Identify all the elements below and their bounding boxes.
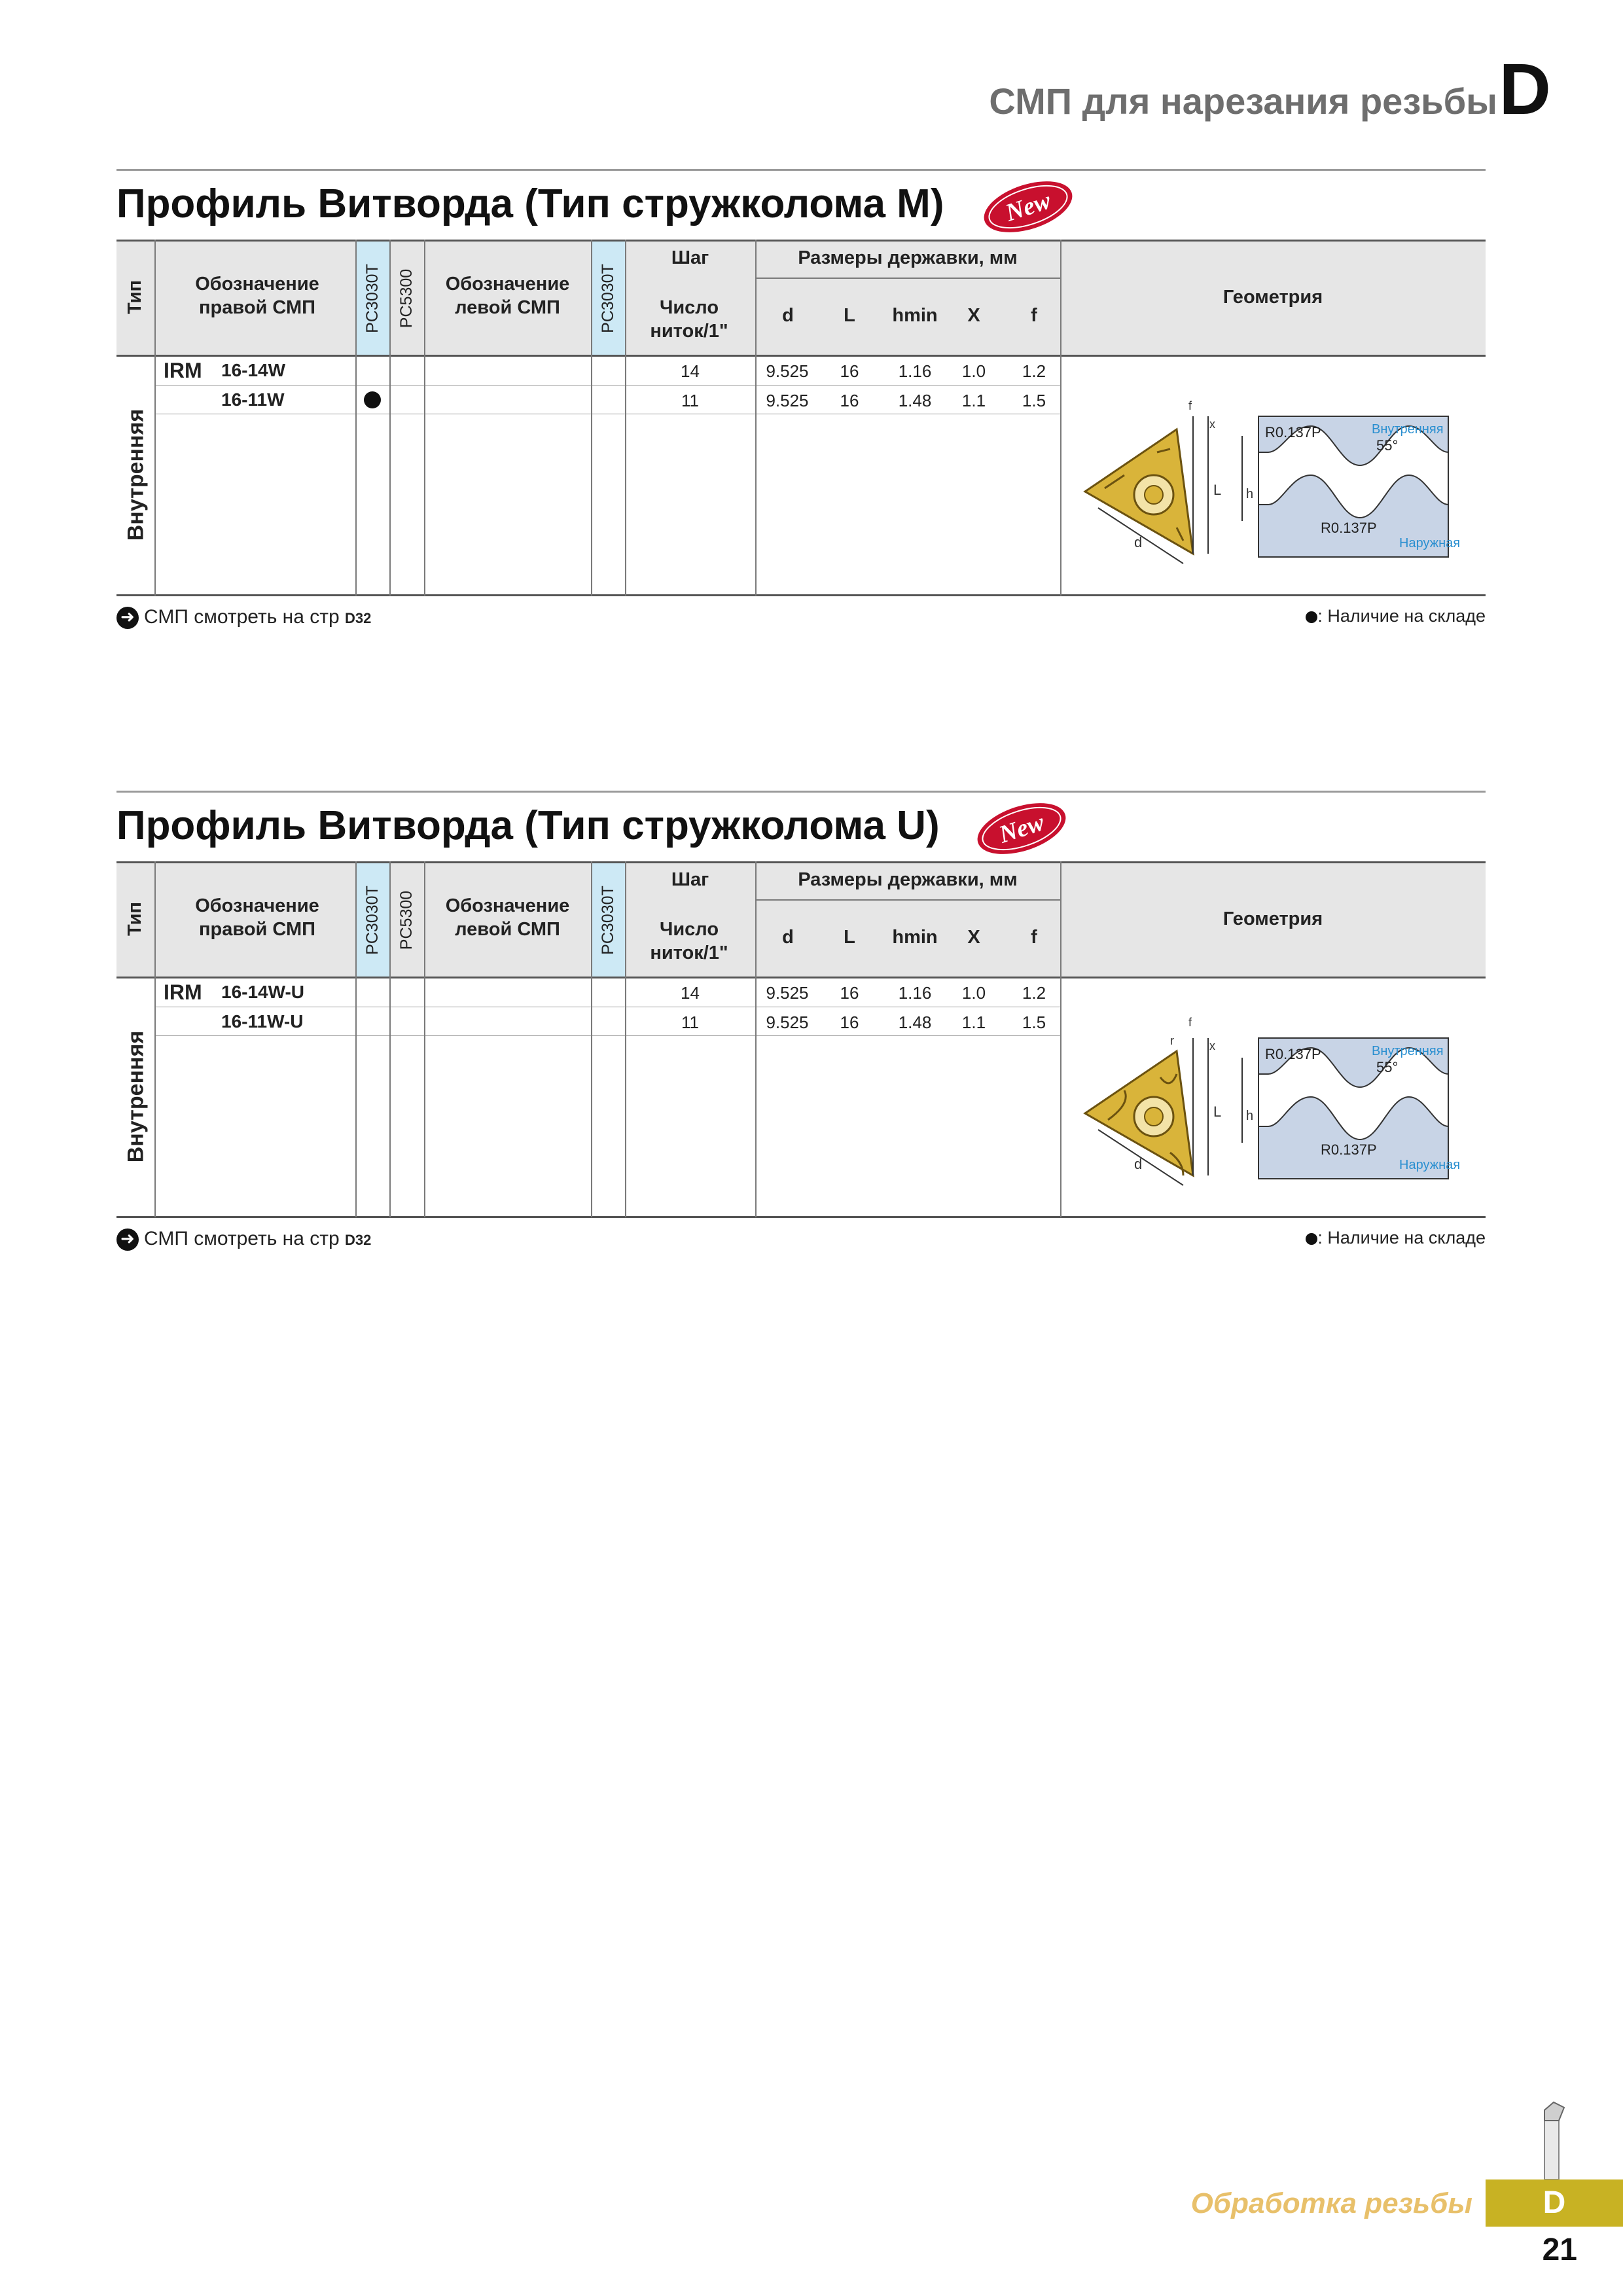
- col-rule: [355, 861, 357, 1217]
- col-rule: [154, 240, 156, 596]
- radius-bottom: R0.137P: [1321, 520, 1377, 536]
- row-d: 9.525: [766, 361, 809, 381]
- col-geometry: Геометрия: [1222, 908, 1323, 929]
- row-threads: 11: [681, 1013, 699, 1032]
- row-d: 9.525: [766, 983, 809, 1003]
- col-type: Тип: [124, 902, 145, 936]
- col-rule: [755, 240, 757, 596]
- row-f: 1.2: [1022, 983, 1046, 1003]
- col-rule: [355, 240, 357, 596]
- label-external: Наружная: [1399, 536, 1461, 550]
- row-rule: [154, 385, 1060, 386]
- label-angle: 55°: [1376, 437, 1399, 454]
- row-X: 1.1: [961, 391, 986, 410]
- dim-d: d: [1134, 1156, 1143, 1172]
- dim-x: x: [1209, 1039, 1215, 1052]
- col-right-designation: Обозначение правой СМП: [195, 274, 319, 318]
- radius-top: R0.137P: [1265, 1046, 1321, 1062]
- row-X: 1.0: [961, 983, 986, 1003]
- col-threads: Число ниток/1": [650, 919, 728, 963]
- dim-f: f: [1188, 399, 1192, 412]
- new-badge-text: New: [1002, 187, 1054, 227]
- dim-h: h: [1246, 487, 1254, 501]
- row-hmin: 1.48: [898, 1013, 932, 1032]
- new-badge: [979, 175, 1077, 238]
- table-bottom: [116, 594, 1486, 596]
- geometry-diagram: [1079, 390, 1471, 573]
- row-L: 16: [840, 361, 859, 381]
- col-right-designation: Обозначение правой СМП: [195, 895, 319, 940]
- stock-dot-legend: [1306, 611, 1317, 623]
- row-d: 9.525: [766, 1013, 809, 1032]
- label-external: Наружная: [1399, 1158, 1461, 1172]
- col-grade-pc5300: PC5300: [397, 890, 416, 950]
- row-f: 1.5: [1022, 1013, 1046, 1032]
- section-m: [116, 169, 1486, 666]
- footnote-ref: [116, 606, 371, 629]
- row-X: 1.1: [961, 1013, 986, 1032]
- page-number: 21: [1542, 2233, 1577, 2267]
- footnote-text: СМП смотреть на стр: [144, 1228, 340, 1249]
- col-grade-pc3030t-left: PC3030T: [599, 264, 617, 333]
- page-section-title: СМП для нарезания резьбы: [989, 81, 1497, 122]
- row-L: 16: [840, 1013, 859, 1032]
- arrow-right-icon: [116, 607, 139, 629]
- row-hmin: 1.16: [898, 361, 932, 381]
- dim-f: f: [1188, 1016, 1192, 1029]
- row-threads: 14: [681, 983, 700, 1003]
- col-rule: [389, 861, 391, 1217]
- col-rule: [755, 861, 757, 1217]
- col-rule: [154, 861, 156, 1217]
- new-badge: [972, 797, 1071, 860]
- footnote-page: D32: [345, 610, 372, 626]
- insert-drawing: [1085, 399, 1253, 564]
- col-grade-pc3030t-left: PC3030T: [599, 886, 617, 955]
- insert-table: [116, 861, 1486, 1217]
- row-threads: 11: [681, 391, 699, 410]
- type-label: Внутренняя: [123, 1030, 149, 1163]
- col-left-designation: Обозначение левой СМП: [445, 895, 570, 940]
- col-d: d: [782, 305, 794, 326]
- radius-top: R0.137P: [1265, 424, 1321, 440]
- row-code: 16-11W: [221, 389, 285, 410]
- type-label: Внутренняя: [123, 408, 149, 541]
- col-rule: [625, 861, 626, 1217]
- col-pitch: Шаг: [671, 869, 709, 890]
- dim-d: d: [1134, 534, 1143, 550]
- table-bottom: [116, 1216, 1486, 1218]
- col-rule: [591, 240, 592, 596]
- subheader-rule: [755, 278, 1060, 279]
- dim-r: r: [1170, 1034, 1174, 1047]
- arrow-right-icon: [116, 1229, 139, 1251]
- col-f: f: [1031, 305, 1037, 326]
- col-rule: [625, 240, 626, 596]
- section-title: Профиль Витворда (Тип стружколома M): [116, 181, 944, 226]
- dim-h: h: [1246, 1109, 1254, 1123]
- dim-L: L: [1213, 482, 1222, 498]
- col-grade-pc3030t: PC3030T: [363, 886, 382, 955]
- thread-profile-drawing: [1258, 416, 1460, 557]
- chapter-letter: D: [1499, 49, 1551, 130]
- row-code: 16-14W: [221, 360, 286, 380]
- stock-dot-legend: [1306, 1233, 1317, 1245]
- col-L: L: [844, 927, 855, 948]
- footnote-page: D32: [345, 1232, 372, 1248]
- subheader-rule: [755, 899, 1060, 901]
- col-pitch: Шаг: [671, 247, 709, 268]
- col-grade-pc5300: PC5300: [397, 268, 416, 329]
- boring-bar-icon: [1525, 2101, 1577, 2179]
- row-rule: [154, 1035, 1060, 1036]
- row-f: 1.2: [1022, 361, 1046, 381]
- row-hmin: 1.16: [898, 983, 932, 1003]
- col-holder: Размеры державки, мм: [798, 247, 1018, 268]
- prefix-irm: IRM: [164, 359, 202, 382]
- section-rule: [116, 791, 1486, 793]
- stock-dot: [364, 391, 381, 408]
- label-internal: Внутренняя: [1372, 1044, 1444, 1058]
- label-angle: 55°: [1376, 1059, 1399, 1075]
- row-hmin: 1.48: [898, 391, 932, 410]
- col-L: L: [844, 305, 855, 326]
- label-internal: Внутренняя: [1372, 422, 1444, 437]
- radius-bottom: R0.137P: [1321, 1141, 1377, 1158]
- legend-text: : Наличие на складе: [1317, 1228, 1486, 1247]
- col-grade-pc3030t: PC3030T: [363, 264, 382, 333]
- thread-profile-drawing: [1258, 1038, 1460, 1179]
- row-code: 16-11W-U: [221, 1011, 304, 1031]
- col-rule: [389, 240, 391, 596]
- insert-table: [116, 240, 1486, 596]
- col-holder: Размеры державки, мм: [798, 869, 1018, 890]
- col-left-designation: Обозначение левой СМП: [445, 274, 570, 318]
- header-bottom: [116, 355, 1486, 357]
- col-type: Тип: [124, 280, 145, 314]
- geometry-diagram: [1079, 1012, 1471, 1195]
- header-bottom: [116, 977, 1486, 978]
- row-f: 1.5: [1022, 391, 1046, 410]
- new-badge-text: New: [995, 808, 1048, 849]
- col-rule: [591, 861, 592, 1217]
- col-hmin: hmin: [892, 927, 938, 948]
- col-X: X: [967, 927, 980, 948]
- col-d: d: [782, 927, 794, 948]
- dim-x: x: [1209, 418, 1215, 431]
- footer-chapter-tab: D: [1486, 2179, 1623, 2227]
- row-code: 16-14W-U: [221, 982, 305, 1002]
- footnote-text: СМП смотреть на стр: [144, 606, 340, 628]
- section-u: [116, 791, 1486, 1288]
- col-X: X: [967, 305, 980, 326]
- row-d: 9.525: [766, 391, 809, 410]
- insert-drawing: [1085, 1016, 1253, 1185]
- col-rule: [424, 861, 425, 1217]
- footer-chapter-label: Обработка резьбы: [1190, 2187, 1472, 2219]
- col-hmin: hmin: [892, 305, 938, 326]
- col-threads: Число ниток/1": [650, 297, 728, 342]
- row-X: 1.0: [961, 361, 986, 381]
- prefix-irm: IRM: [164, 980, 202, 1004]
- col-geometry: Геометрия: [1222, 287, 1323, 308]
- dim-L: L: [1213, 1103, 1222, 1120]
- section-title: Профиль Витворда (Тип стружколома U): [116, 803, 940, 848]
- table-top: [116, 240, 1486, 242]
- col-rule: [424, 240, 425, 596]
- legend-stock: [1306, 1228, 1486, 1248]
- table-top: [116, 861, 1486, 863]
- legend-stock: [1306, 606, 1486, 626]
- col-f: f: [1031, 927, 1037, 948]
- row-threads: 14: [681, 361, 700, 381]
- footnote-ref: [116, 1228, 371, 1251]
- row-L: 16: [840, 983, 859, 1003]
- row-L: 16: [840, 391, 859, 410]
- legend-text: : Наличие на складе: [1317, 606, 1486, 626]
